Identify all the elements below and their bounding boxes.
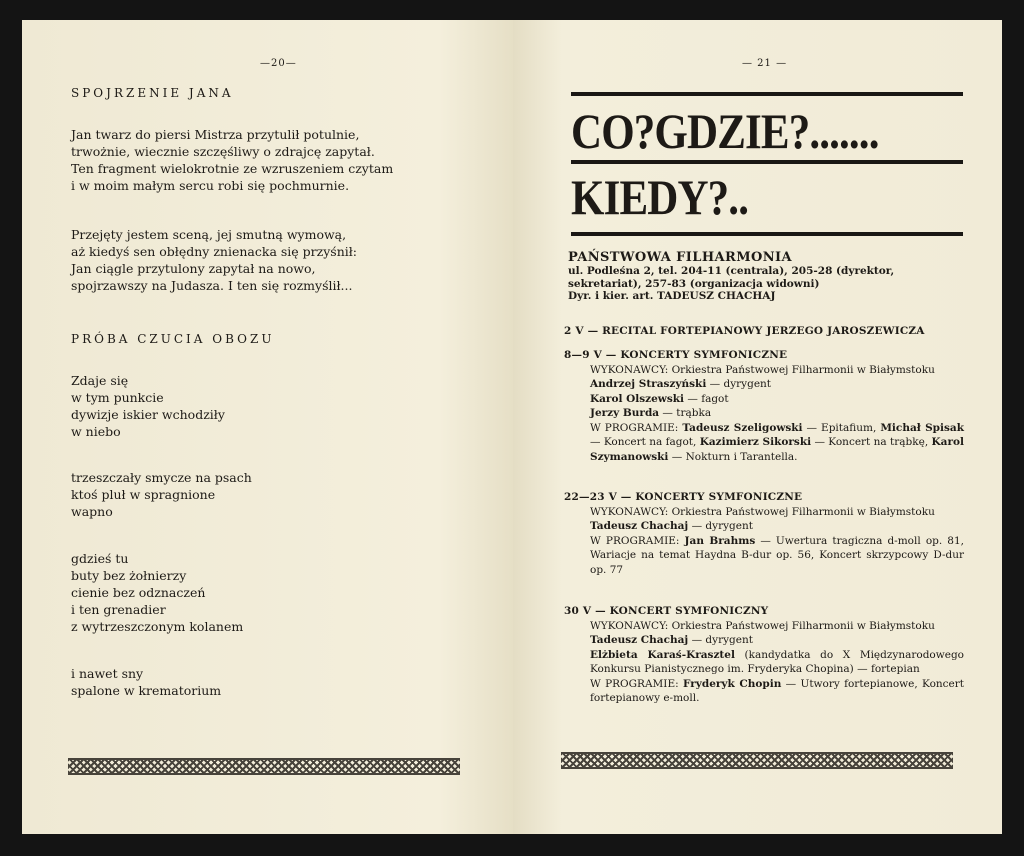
event-line [590, 534, 964, 578]
event-section [564, 348, 964, 464]
event-body [564, 619, 964, 706]
event-text-run: W PROGRAMIE: [590, 534, 685, 547]
headline-rule [571, 232, 963, 236]
poem-line: i ten grenadier [71, 602, 166, 617]
event-section [564, 324, 964, 339]
event-text-run: W PROGRAMIE: [590, 421, 683, 434]
headline-rule [571, 92, 963, 96]
poem-stanza [71, 126, 393, 194]
event-heading: 2 V — RECITAL FORTEPIANOWY JERZEGO JAROSZEWICZA [564, 325, 925, 337]
event-text-run: — trąbka [659, 407, 712, 419]
ornamental-border [561, 752, 953, 769]
event-name-run: Tadeusz Chachaj [590, 634, 689, 646]
headline-rule [571, 160, 963, 164]
event-body [564, 363, 964, 465]
page-number: — 21 — [742, 58, 788, 69]
poem-line: wapno [71, 504, 113, 519]
event-line [590, 519, 964, 534]
poem-line: w niebo [71, 424, 121, 439]
poem-line: trzeszczały smycze na psach [71, 470, 252, 485]
poem-stanza [71, 226, 357, 294]
event-name-run: Karol Olszewski [590, 392, 685, 405]
organization-block [568, 250, 963, 303]
event-line [590, 505, 964, 520]
poem-stanza [71, 550, 243, 635]
poem-line: Jan ciągle przytulony zapytał na nowo, [71, 261, 316, 276]
organization-director: Dyr. i kier. art. TADEUSZ CHACHAJ [568, 290, 776, 302]
event-text-run: — dyrygent [688, 634, 753, 646]
event-line [590, 363, 964, 378]
poem-title: PRÓBA CZUCIA OBOZU [71, 332, 275, 346]
event-name-run: Jerzy Burda [590, 407, 660, 419]
event-line [590, 677, 964, 706]
right-page [513, 20, 1002, 834]
event-line [590, 633, 964, 648]
event-text-run: WYKONAWCY: Orkiestra Państwowej Filharmonii w Białymstoku [590, 619, 935, 632]
event-name-run: Tadeusz Szeligowski [682, 421, 803, 434]
event-line [590, 406, 964, 421]
poem-line: trwożnie, wiecznie szczęśliwy o zdrajcę zapytał. [71, 144, 375, 159]
poem-line: ktoś pluł w spragnione [71, 487, 216, 502]
event-text-run: — Uwertura tragiczna d-moll op. 81, Wariacje na temat Haydna B-dur op. 56, Koncert skrzypcowy D-dur op. 77 [590, 534, 964, 576]
event-name-run: Jan Brahms [684, 534, 756, 547]
event-name-run: Andrzej Straszyński [590, 378, 707, 390]
event-line [590, 619, 964, 634]
poem-line: Przejęty jestem sceną, jej smutną wymową, [71, 227, 347, 242]
poem-line: Jan twarz do piersi Mistrza przytulił potulnie, [71, 127, 360, 142]
event-line [590, 421, 964, 465]
event-text-run: WYKONAWCY: Orkiestra Państwowej Filharmonii w Białymstoku [590, 505, 935, 518]
poem-line: spalone w krematorium [71, 683, 222, 698]
event-line [590, 648, 964, 677]
poem-line: spojrzawszy na Judasza. I ten się rozmyślił... [71, 278, 353, 293]
poem-line: aż kiedyś sen obłędny znienacka się przyśnił: [71, 244, 358, 259]
organization-address: ul. Podleśna 2, tel. 204-11 (centrala), 205-28 (dyrektor, sekretariat), 257-83 (organizacja widowni) [568, 265, 895, 290]
event-heading: 30 V — KONCERT SYMFONICZNY [564, 605, 769, 617]
event-text-run: — Nokturn i Tarantella. [668, 450, 798, 463]
poem-line: Zdaje się [71, 373, 129, 388]
event-line [590, 377, 964, 392]
event-text-run: (kandydatka do X Międzynarodowego Konkursu Pianistycznego im. Fryderyka Chopina) — fortepian [590, 648, 964, 675]
event-section [564, 490, 964, 577]
poem-line: gdzieś tu [71, 551, 129, 566]
event-text-run: WYKONAWCY: Orkiestra Państwowej Filharmonii w Białymstoku [590, 363, 935, 376]
page-number: —20— [260, 58, 297, 69]
event-text-run: W PROGRAMIE: [590, 677, 683, 690]
poem-line: i w moim małym sercu robi się pochmurnie. [71, 178, 350, 193]
event-heading: 22—23 V — KONCERTY SYMFONICZNE [564, 491, 803, 503]
event-name-run: Karol Szymanowski [590, 436, 964, 463]
poem-line: z wytrzeszczonym kolanem [71, 619, 244, 634]
event-line [590, 392, 964, 407]
ornamental-border [68, 758, 460, 775]
event-text-run: — Koncert na trąbkę, [811, 436, 932, 448]
headline-line-2: KIEDY?.. [571, 169, 749, 225]
left-page [22, 20, 513, 834]
event-text-run: — Utwory fortepianowe, Koncert fortepianowy e-moll. [590, 677, 964, 704]
event-name-run: Fryderyk Chopin [682, 677, 782, 690]
event-heading: 8—9 V — KONCERTY SYMFONICZNE [564, 349, 788, 361]
poem-line: w tym punkcie [71, 390, 164, 405]
poem-line: cienie bez odznaczeń [71, 585, 206, 600]
event-body [564, 505, 964, 578]
event-section [564, 604, 964, 706]
event-text-run: — dyrygent [688, 520, 753, 532]
headline-line-1: CO?GDZIE?....... [571, 103, 879, 159]
event-text-run: — Koncert na fagot, [590, 436, 700, 448]
event-name-run: Tadeusz Chachaj [590, 520, 689, 532]
event-text-run: — dyrygent [706, 378, 772, 390]
poem-stanza [71, 665, 221, 699]
poem-stanza [71, 372, 225, 440]
poem-line: i nawet sny [71, 666, 144, 681]
event-text-run: — fagot [684, 392, 729, 405]
poem-line: Ten fragment wielokrotnie ze wzruszeniem czytam [71, 161, 394, 176]
poem-line: dywizje iskier wchodziły [71, 407, 225, 422]
event-text-run: — Epitafium, [802, 421, 881, 434]
poem-line: buty bez żołnierzy [71, 568, 187, 583]
poem-stanza [71, 469, 252, 520]
event-name-run: Kazimierz Sikorski [699, 436, 812, 448]
event-name-run: Elżbieta Karaś-Krasztel [590, 648, 735, 661]
organization-name: PAŃSTWOWA FILHARMONIA [568, 250, 792, 265]
event-name-run: Michał Spisak [880, 421, 965, 434]
poem-title: SPOJRZENIE JANA [71, 86, 234, 100]
